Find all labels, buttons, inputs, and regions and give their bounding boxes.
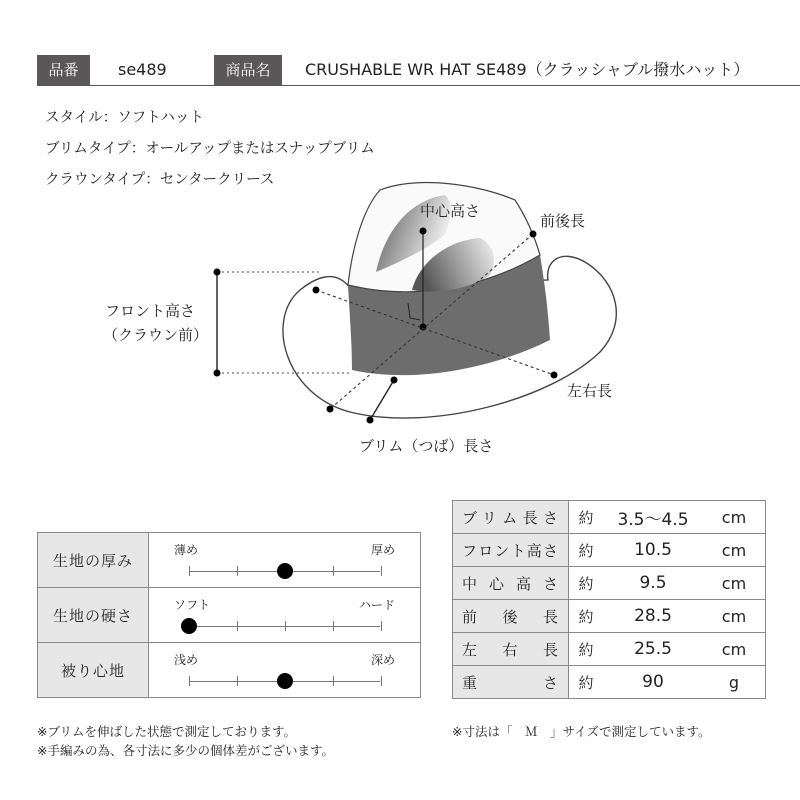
feel-row-thickness <box>38 533 421 588</box>
feel-label: 被り心地 <box>38 643 149 698</box>
dims-approx: 約 <box>569 666 604 699</box>
note-brim-measure: ※ブリムを伸ばした状態で測定しております。 <box>37 724 296 739</box>
dims-label: 中心高さ <box>453 567 569 600</box>
scale-knob <box>277 563 293 579</box>
dims-label: 左右長 <box>453 633 569 666</box>
dims-row <box>453 600 766 633</box>
feel-row-depth <box>38 643 421 698</box>
scale-right-label: ハード <box>358 598 395 612</box>
dims-unit: cm <box>703 501 766 534</box>
dims-value: 25.5 <box>603 633 703 666</box>
dims-approx: 約 <box>569 501 604 534</box>
scale-right-label: 深め <box>370 653 395 667</box>
scale-left-label: 薄め <box>174 543 199 557</box>
spec-brim-type: ブリムタイプ：オールアップまたはスナップブリム <box>45 141 375 157</box>
scale-left-label: 浅め <box>174 653 199 667</box>
label-front-height-2: （クラウン前） <box>103 326 209 344</box>
dims-value: 10.5 <box>603 534 703 567</box>
dims-value: 90 <box>603 666 703 699</box>
product-name-value: CRUSHABLE WR HAT SE489（クラッシャブル撥水ハット） <box>305 60 750 79</box>
product-no-value: se489 <box>118 60 167 79</box>
dims-approx: 約 <box>569 534 604 567</box>
label-brim-length: ブリム（つば）長さ <box>359 437 494 455</box>
dims-row <box>453 633 766 666</box>
label-center-height: 中心高さ <box>420 202 481 220</box>
spec-crown-type: クラウンタイプ：センタークリース <box>45 172 275 188</box>
dims-label: ブリム長さ <box>453 501 569 534</box>
dims-unit: cm <box>703 600 766 633</box>
spec-style: スタイル：ソフトハット <box>45 110 204 126</box>
feel-row-hardness <box>38 588 421 643</box>
scale-knob <box>181 618 197 634</box>
dims-unit: cm <box>703 567 766 600</box>
feel-label: 生地の厚み <box>38 533 149 588</box>
dims-row <box>453 567 766 600</box>
scale-right-label: 厚め <box>370 543 395 557</box>
label-front-back: 前後長 <box>540 212 586 230</box>
feel-label: 生地の硬さ <box>38 588 149 643</box>
dims-value: 9.5 <box>603 567 703 600</box>
label-front-height-1: フロント高さ <box>105 302 196 320</box>
feel-scale <box>149 643 421 698</box>
fabric-feel-table <box>37 532 421 698</box>
scale-left-label: ソフト <box>174 598 211 612</box>
dims-value: 3.5〜4.5 <box>603 501 703 534</box>
feel-scale <box>149 588 421 643</box>
dims-row <box>453 534 766 567</box>
scale-knob <box>277 673 293 689</box>
dims-unit: cm <box>703 534 766 567</box>
dims-label: 前後長 <box>453 600 569 633</box>
dims-approx: 約 <box>569 633 604 666</box>
note-size: ※寸法は「 Ｍ 」サイズで測定しています。 <box>452 724 711 739</box>
dims-approx: 約 <box>569 600 604 633</box>
feel-scale <box>149 533 421 588</box>
product-name-label: 商品名 <box>214 55 282 85</box>
dimensions-table <box>452 500 766 699</box>
dims-row <box>453 666 766 699</box>
dims-row <box>453 501 766 534</box>
dims-approx: 約 <box>569 567 604 600</box>
dims-label: フロント高さ <box>453 534 569 567</box>
label-side-to-side: 左右長 <box>567 382 613 400</box>
dims-label: 重さ <box>453 666 569 699</box>
dims-unit: cm <box>703 633 766 666</box>
note-handmade: ※手編みの為、各寸法に多少の個体差がございます。 <box>37 743 334 758</box>
dims-value: 28.5 <box>603 600 703 633</box>
product-no-label: 品番 <box>37 55 90 85</box>
dims-unit: g <box>703 666 766 699</box>
